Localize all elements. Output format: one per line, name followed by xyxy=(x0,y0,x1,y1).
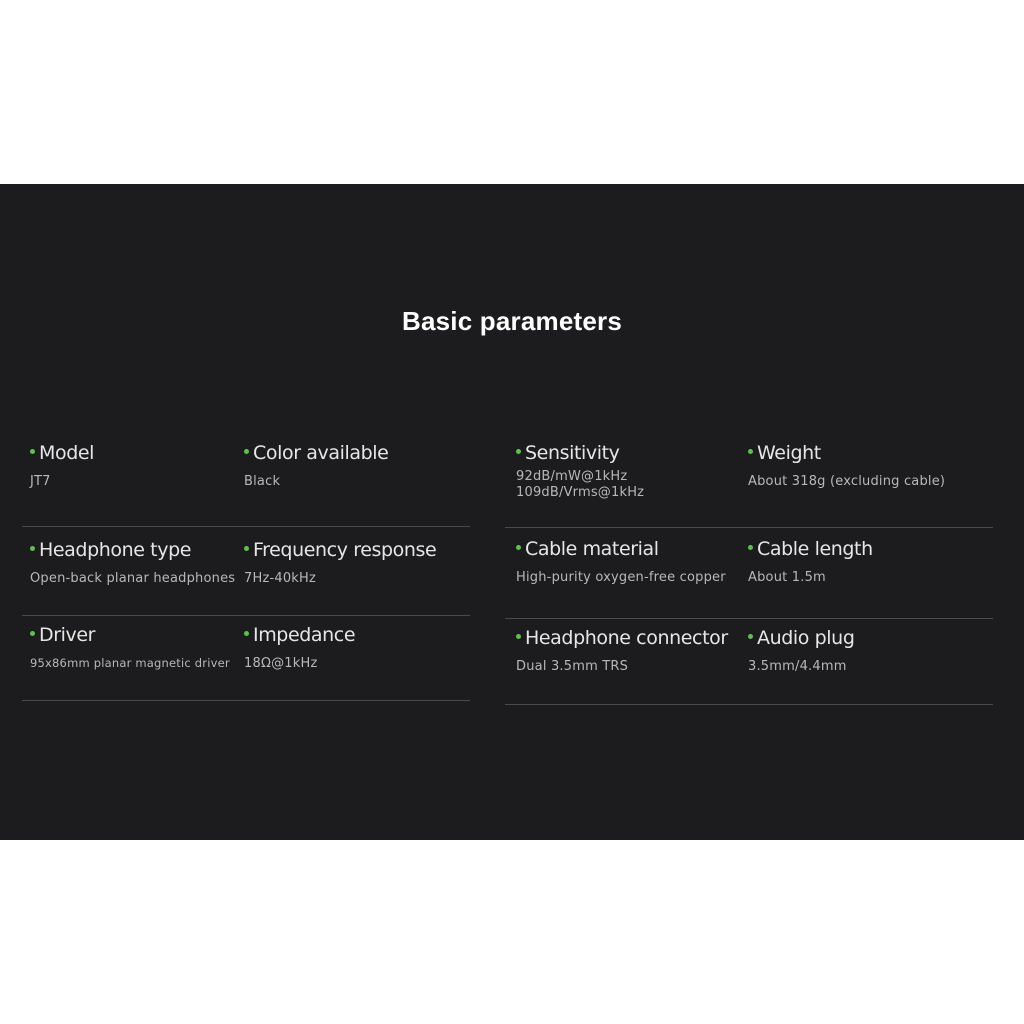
spec-value: About 318g (excluding cable) xyxy=(748,474,946,489)
spec-value-line: 109dB/Vrms@1kHz xyxy=(516,485,645,500)
spec-item-frequency-response xyxy=(244,539,436,586)
spec-value: High-purity oxygen-free copper xyxy=(516,570,726,585)
spec-label: Impedance xyxy=(253,624,356,646)
bullet-dot xyxy=(748,449,753,454)
spec-value: 18Ω@1kHz xyxy=(244,656,318,671)
spec-label: Model xyxy=(39,442,95,464)
spec-value: 95x86mm planar magnetic driver xyxy=(30,656,230,670)
bullet-dot xyxy=(244,546,249,551)
right-spec-column xyxy=(505,442,993,705)
spec-item-sensitivity xyxy=(516,442,644,501)
left-spec-column xyxy=(22,442,470,701)
spec-label: Audio plug xyxy=(757,627,855,649)
bullet-dot xyxy=(748,545,753,550)
bullet-dot xyxy=(516,545,521,550)
spec-item-cable-length xyxy=(748,538,873,585)
spec-item-headphone-type xyxy=(30,539,235,586)
page-title: Basic parameters xyxy=(402,306,622,336)
spec-label: Headphone connector xyxy=(525,627,728,649)
spec-label: Cable length xyxy=(757,538,873,560)
spec-item-model xyxy=(30,442,94,489)
spec-label: Cable material xyxy=(525,538,659,560)
bullet-dot xyxy=(748,634,753,639)
bullet-dot xyxy=(30,546,35,551)
spec-row xyxy=(505,619,993,705)
spec-value: Black xyxy=(244,474,281,489)
spec-label: Sensitivity xyxy=(525,442,620,464)
bullet-dot xyxy=(516,449,521,454)
bullet-dot xyxy=(244,631,249,636)
spec-value: JT7 xyxy=(30,474,51,489)
spec-label: Color available xyxy=(253,442,389,464)
spec-label: Headphone type xyxy=(39,539,192,561)
bullet-dot xyxy=(244,449,249,454)
spec-label: Frequency response xyxy=(253,539,437,561)
spec-item-impedance xyxy=(244,624,355,671)
spec-value: Open-back planar headphones xyxy=(30,571,236,586)
bullet-dot xyxy=(30,449,35,454)
spec-item-headphone-connector xyxy=(516,627,728,674)
spec-item-color xyxy=(244,442,388,489)
spec-row xyxy=(22,616,470,701)
spec-value: Dual 3.5mm TRS xyxy=(516,659,629,674)
spec-row xyxy=(22,442,470,527)
spec-value: 7Hz-40kHz xyxy=(244,571,317,586)
spec-item-audio-plug xyxy=(748,627,855,674)
spec-item-driver xyxy=(30,624,230,670)
spec-row xyxy=(505,528,993,619)
spec-item-cable-material xyxy=(516,538,726,585)
spec-value-line: 92dB/mW@1kHz xyxy=(516,469,628,484)
spec-item-weight xyxy=(748,442,945,489)
spec-value xyxy=(516,469,644,501)
spec-row xyxy=(505,442,993,528)
spec-panel xyxy=(0,184,1024,840)
bullet-dot xyxy=(30,631,35,636)
spec-label: Weight xyxy=(757,442,821,464)
bullet-dot xyxy=(516,634,521,639)
spec-value: 3.5mm/4.4mm xyxy=(748,659,847,674)
spec-value: About 1.5m xyxy=(748,570,826,585)
spec-row xyxy=(22,531,470,616)
spec-label: Driver xyxy=(39,624,96,646)
